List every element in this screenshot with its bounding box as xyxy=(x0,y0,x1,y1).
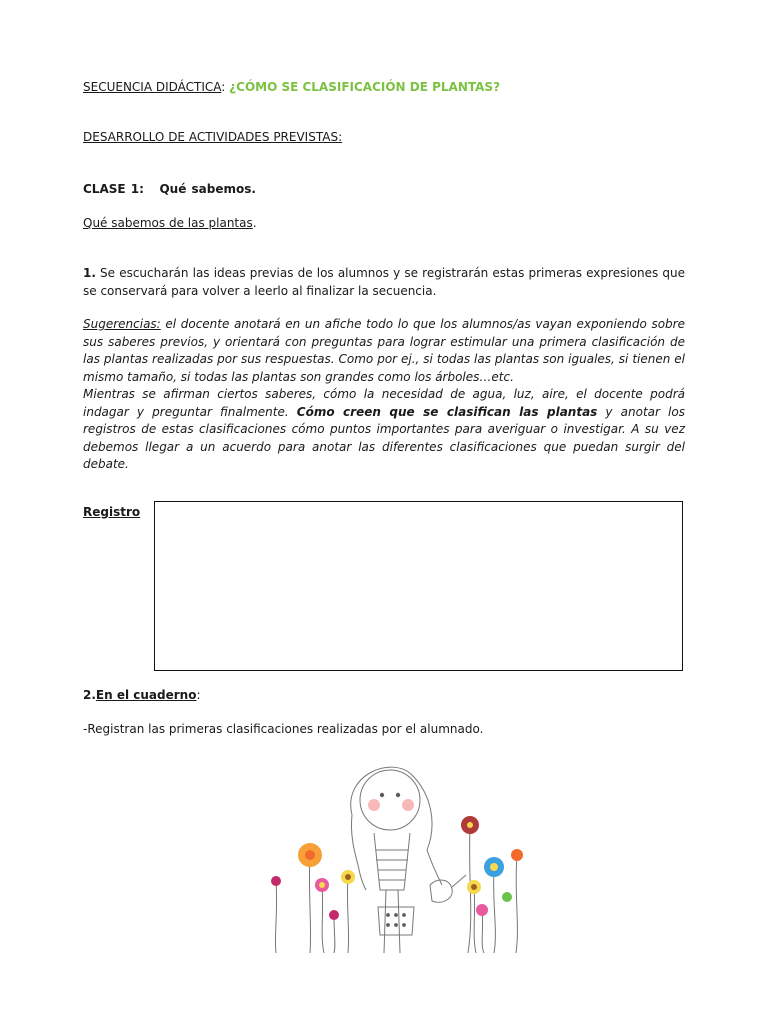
girl-watering-flowers-icon xyxy=(262,755,530,955)
activity-2-text: -Registran las primeras clasificaciones realizadas por el alumnado. xyxy=(83,722,484,736)
activity-1-paragraph xyxy=(83,265,685,300)
activity-1-number: 1. xyxy=(83,266,96,280)
suggestions-paragraph-2 xyxy=(83,386,685,474)
suggestions-text-2: Mientras se afirman ciertos saberes, cómo la necesidad de agua, luz, aire, el docente podrá indagar y preguntar finalmente. xyxy=(83,387,685,419)
title-prefix: SECUENCIA DIDÁCTICA xyxy=(83,80,222,94)
class-heading xyxy=(83,182,256,196)
title-colon: : xyxy=(221,80,226,94)
suggestions-text-1: el docente anotará en un afiche todo lo que los alumnos/as vayan exponiendo sobre sus saberes previos, y orientará con preguntas para lograr estimular una primera clasificación de las plantas realizadas por sus respuestas. Como por ej., si todas las plantas son iguales, si tienen el mismo tamaño, si todas las plantas son grandes como los árboles…etc. xyxy=(83,317,685,384)
subheading xyxy=(83,216,257,230)
suggestions-paragraph xyxy=(83,316,685,386)
activity-2-number: 2. xyxy=(83,688,96,702)
class-name: Qué sabemos. xyxy=(159,182,256,196)
suggestions-text-3: y anotar los registros de estas clasificaciones cómo puntos importantes para averiguar o investigar. A su vez debemos llegar a un acuerdo para anotar las diferentes clasificaciones que puedan surgir del debate. xyxy=(83,404,685,471)
subheading-period: . xyxy=(252,216,257,230)
activity-2-colon: : xyxy=(196,688,201,702)
document-title xyxy=(83,80,500,94)
suggestions-label: Sugerencias: xyxy=(83,317,161,331)
suggestions-bold: Cómo creen que se clasifican las plantas xyxy=(296,404,598,419)
activity-2-label: En el cuaderno xyxy=(95,688,197,702)
title-main: ¿CÓMO SE CLASIFICACIÓN DE PLANTAS? xyxy=(229,80,501,94)
registro-box xyxy=(154,501,683,671)
section-heading: DESARROLLO DE ACTIVIDADES PREVISTAS: xyxy=(83,130,343,144)
activity-1-text: Se escucharán las ideas previas de los alumnos y se registrarán estas primeras expresiones que se conservará para volver a leerlo al finalizar la secuencia. xyxy=(83,266,685,298)
activity-2-heading xyxy=(83,688,201,702)
class-label: CLASE 1: xyxy=(83,182,144,196)
subheading-text: Qué sabemos de las plantas xyxy=(83,216,253,230)
registro-label: Registro xyxy=(83,505,141,519)
